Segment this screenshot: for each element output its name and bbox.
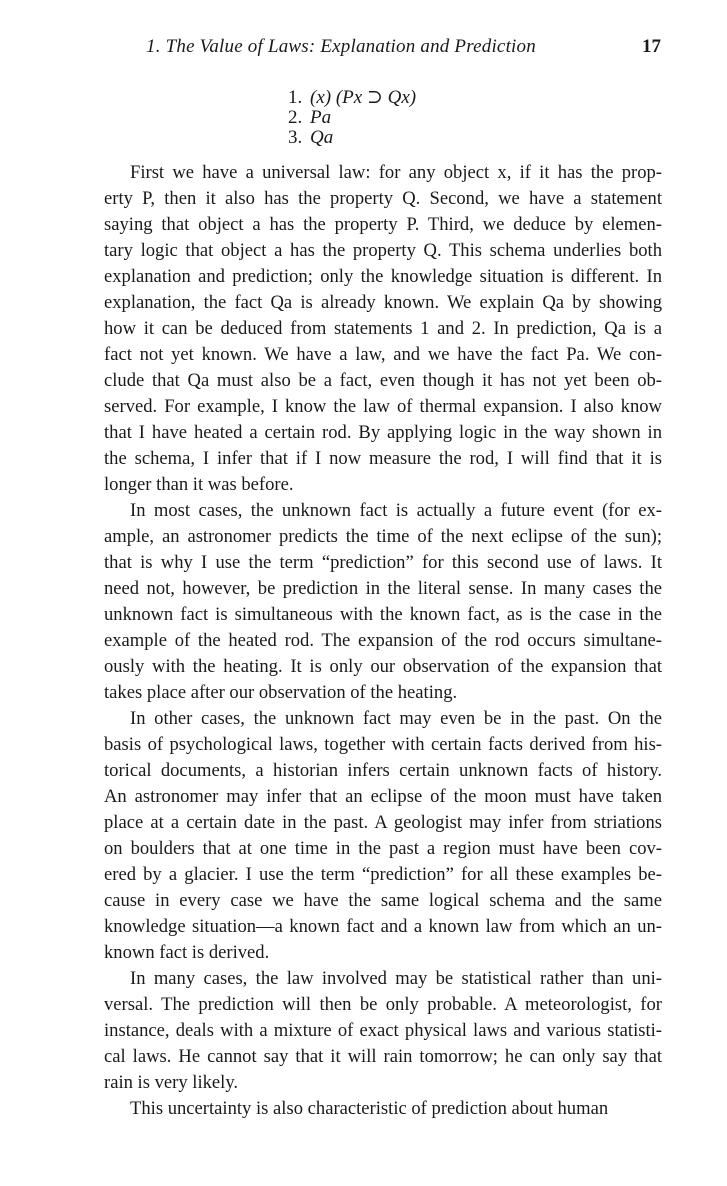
text-line: that I have heated a certain rod. By applying logic in the way shown in xyxy=(104,422,662,443)
text-line: In other cases, the unknown fact may even be in the past. On the xyxy=(130,708,662,729)
text-line: takes place after our observation of the heating. xyxy=(104,682,458,703)
text-line: on boulders that at one time in the past a region must have been cov- xyxy=(104,838,662,859)
text-line: knowledge situation—a known fact and a known law from which an un- xyxy=(104,916,662,937)
text-line: longer than it was before. xyxy=(104,474,294,495)
logical-schema xyxy=(288,88,416,148)
text-line: This uncertainty is also characteristic of prediction about human xyxy=(130,1098,609,1119)
text-line: known fact is derived. xyxy=(104,942,270,963)
paragraph xyxy=(104,706,662,966)
schema-expression: Pa xyxy=(310,107,332,128)
page-header xyxy=(0,36,727,66)
body-text xyxy=(104,160,662,1122)
text-line: unknown fact is simultaneous with the known fact, as is the case in the xyxy=(104,604,662,625)
schema-expression: Qa xyxy=(310,127,334,148)
paragraph xyxy=(104,1096,662,1122)
text-line: In many cases, the law involved may be statistical rather than uni- xyxy=(130,968,662,989)
text-line: cal laws. He cannot say that it will rain tomorrow; he can only say that xyxy=(104,1046,662,1067)
text-line: cause in every case we have the same logical schema and the same xyxy=(104,890,662,911)
text-line: example of the heated rod. The expansion of the rod occurs simultane- xyxy=(104,630,662,651)
text-line: ously with the heating. It is only our observation of the expansion that xyxy=(104,656,662,677)
text-line: tary logic that object a has the property Q. This schema underlies both xyxy=(104,240,662,261)
text-line: explanation and prediction; only the knowledge situation is different. In xyxy=(104,266,662,287)
text-line: ered by a glacier. I use the term “prediction” for all these examples be- xyxy=(104,864,662,885)
text-line: An astronomer may infer that an eclipse of the moon must have taken xyxy=(104,786,662,807)
text-line: rain is very likely. xyxy=(104,1072,239,1093)
text-line: erty P, then it also has the property Q. Second, we have a statement xyxy=(104,188,662,209)
schema-line xyxy=(288,88,416,108)
text-line: ample, an astronomer predicts the time of the next eclipse of the sun); xyxy=(104,526,662,547)
schema-line xyxy=(288,128,416,148)
running-head: 1. The Value of Laws: Explanation and Prediction xyxy=(146,36,536,57)
text-line: First we have a universal law: for any object x, if it has the prop- xyxy=(130,162,662,183)
schema-number: 1. xyxy=(288,87,303,108)
text-line: versal. The prediction will then be only probable. A meteorologist, for xyxy=(104,994,662,1015)
text-line: that is why I use the term “prediction” for this second use of laws. It xyxy=(104,552,662,573)
paragraph xyxy=(104,160,662,498)
text-line: instance, deals with a mixture of exact physical laws and various statisti- xyxy=(104,1020,662,1041)
schema-number: 3. xyxy=(288,127,303,148)
text-line: torical documents, a historian infers certain unknown facts of history. xyxy=(104,760,662,781)
text-line: In most cases, the unknown fact is actually a future event (for ex- xyxy=(130,500,662,521)
text-line: the schema, I infer that if I now measure the rod, I will find that it is xyxy=(104,448,662,469)
text-line: served. For example, I know the law of thermal expansion. I also know xyxy=(104,396,662,417)
text-line: fact not yet known. We have a law, and we have the fact Pa. We con- xyxy=(104,344,662,365)
text-line: place at a certain date in the past. A geologist may infer from striations xyxy=(104,812,662,833)
schema-number: 2. xyxy=(288,107,303,128)
text-line: clude that Qa must also be a fact, even though it has not yet been ob- xyxy=(104,370,662,391)
text-line: saying that object a has the property P. Third, we deduce by elemen- xyxy=(104,214,662,235)
text-line: basis of psychological laws, together with certain facts derived from his- xyxy=(104,734,662,755)
schema-line xyxy=(288,108,416,128)
text-line: how it can be deduced from statements 1 and 2. In prediction, Qa is a xyxy=(104,318,662,339)
paragraph xyxy=(104,966,662,1096)
page-number: 17 xyxy=(642,36,661,57)
paragraph xyxy=(104,498,662,706)
schema-expression: (x) (Px ⊃ Qx) xyxy=(310,87,417,108)
text-line: explanation, the fact Qa is already known. We explain Qa by showing xyxy=(104,292,662,313)
text-line: need not, however, be prediction in the literal sense. In many cases the xyxy=(104,578,662,599)
